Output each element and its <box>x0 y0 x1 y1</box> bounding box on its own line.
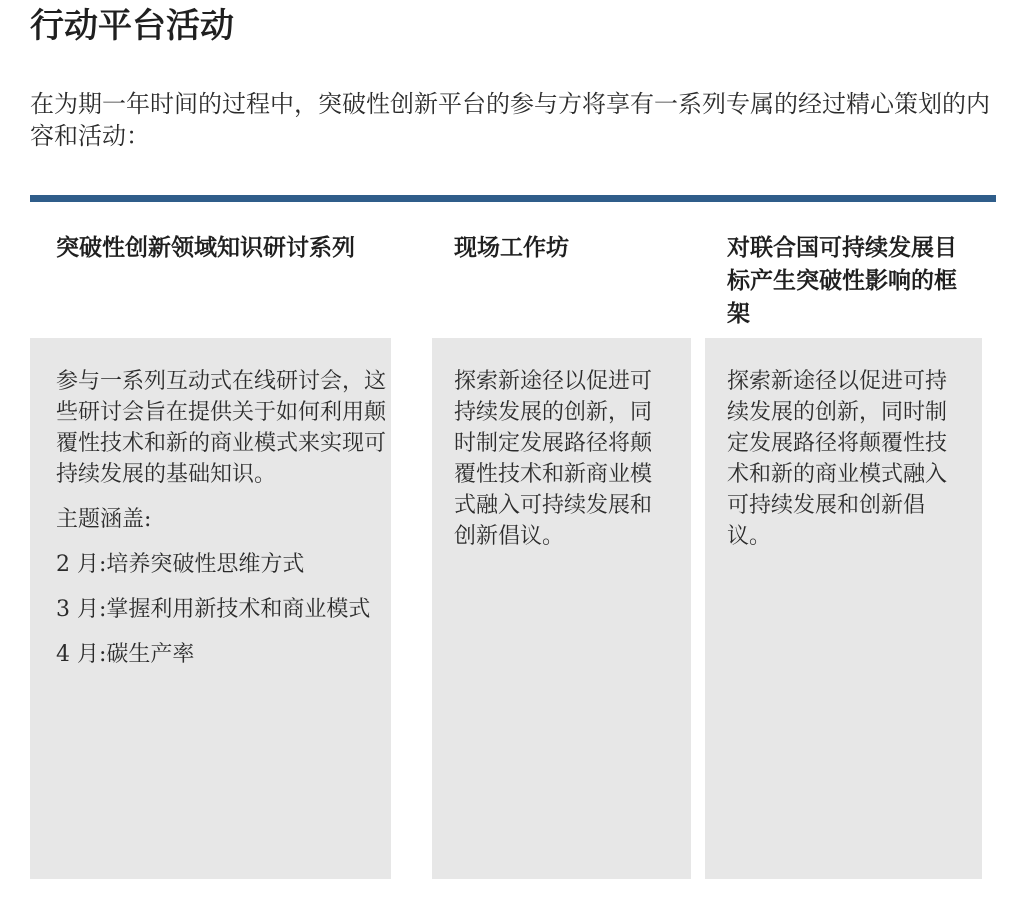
section-divider <box>30 195 996 202</box>
topics-label: 主题涵盖: <box>56 507 152 532</box>
body-paragraph: 探索新途径以促进可持续发展的创新，同时制定发展路径将颠覆性技术和新商业模式融入可持续发展和创新倡议。 <box>454 369 653 549</box>
intro-paragraph: 在为期一年时间的过程中，突破性创新平台的参与方将享有一系列专属的经过精心策划的内容和活动： <box>30 90 990 150</box>
topic-item: 3 月:掌握利用新技术和商业模式 <box>56 597 371 622</box>
column-heading: 对联合国可持续发展目标产生突破性影响的框架 <box>727 235 957 327</box>
column-heading: 现场工作坊 <box>454 235 569 261</box>
column-body <box>727 366 957 552</box>
body-paragraph: 参与一系列互动式在线研讨会，这些研讨会旨在提供关于如何利用颠覆性技术和新的商业模式来实现可持续发展的基础知识。 <box>56 369 387 487</box>
topic-item: 2 月:培养突破性思维方式 <box>56 552 305 577</box>
column-heading: 突破性创新领域知识研讨系列 <box>56 235 355 261</box>
topic-item: 4 月:碳生产率 <box>56 642 195 667</box>
column-body <box>56 366 396 670</box>
column-body <box>454 366 659 552</box>
body-paragraph: 探索新途径以促进可持续发展的创新，同时制定发展路径将颠覆性技术和新的商业模式融入可持续发展和创新倡议。 <box>727 369 948 549</box>
page-title: 行动平台活动 <box>30 6 234 46</box>
